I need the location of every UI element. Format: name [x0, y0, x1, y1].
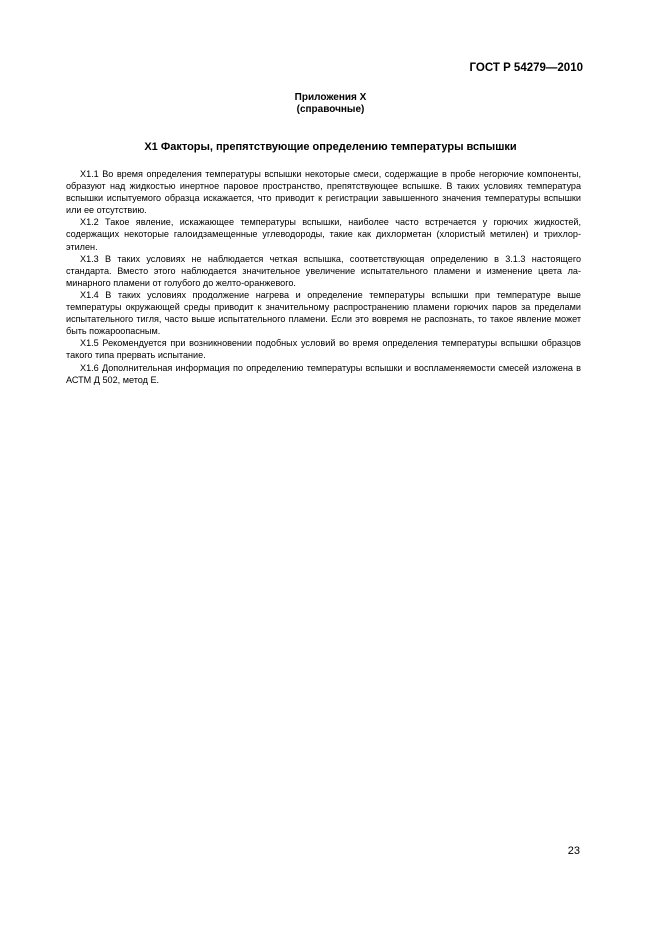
standard-number: ГОСТ Р 54279—2010	[469, 62, 583, 74]
paragraph-x1-5: Х1.5 Рекомендуется при возникновении подобных условий во время определения температуры вспышки образцов такого типа прервать испытание.	[66, 338, 581, 361]
paragraph-x1-1: Х1.1 Во время определения температуры вспышки некоторые смеси, содержащие в пробе негорючие компоненты, образуют над жидкостью инертное паровое пространство, препятствующее вспышке. В таких условиях температура вспышки испытуемого образца искажается, что приводит к регистрации завышенного значения температуры вспышки или ее отсутствию.	[66, 169, 581, 216]
annex-title: Приложения Х	[294, 92, 367, 103]
body-text	[66, 168, 581, 386]
paragraph-x1-4: Х1.4 В таких условиях продолжение нагрева и определение температуры вспышки при температуре выше температуры окружающей среды приводит к значительному распространению пламени горючих паров за пределами испытательного тигля, часто выше испытательного пламени. Если это вовремя не распознать, то такое явление может быть пожароопасным.	[66, 289, 581, 337]
paragraph-x1-2: Х1.2 Такое явление, искажающее температуры вспышки, наиболее часто встречается у горючих жидкостей, содержащих некоторые галоидзамещенные углеводороды, такие как дихлорметан (хлористый метилен) и трихлорэтилен.	[66, 217, 581, 252]
paragraph-x1-3: Х1.3 В таких условиях не наблюдается четкая вспышка, соответствующая определению в 3.1.3 настоящего стандарта. Вместо этого наблюдается значительное увеличение испытательного пламени и изменение цвета ламинарного пламени от голубого до желто-оранжевого.	[66, 253, 581, 288]
annex-heading	[0, 92, 661, 116]
paragraph-x1-6: Х1.6 Дополнительная информация по определению температуры вспышки и воспламеняемости смесей изложена в АСТМ Д 502, метод Е.	[66, 362, 581, 385]
page-number: 23	[567, 845, 580, 857]
section-title: Х1 Факторы, препятствующие определению температуры вспышки	[144, 141, 517, 153]
annex-subtitle: (справочные)	[296, 104, 365, 115]
